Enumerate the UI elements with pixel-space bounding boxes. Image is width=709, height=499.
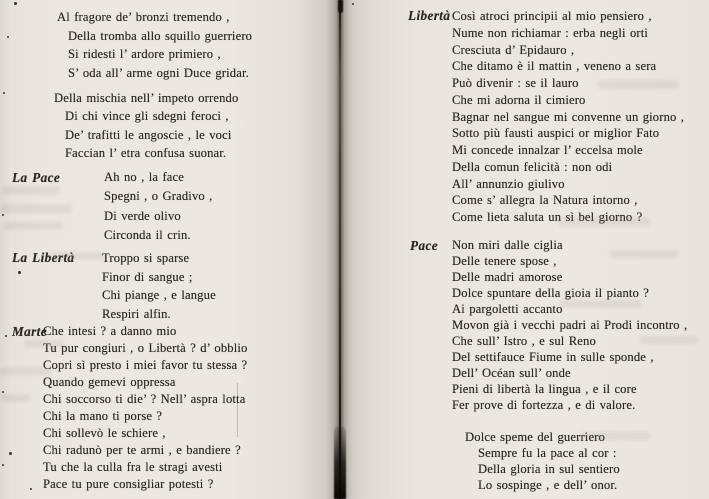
verse-line: Faccian l’ etra confusa suonar. (65, 145, 227, 160)
speech-pace (410, 238, 688, 413)
verse-line: Bagnar nel sangue mi convenne un giorno , (452, 109, 685, 124)
book-gutter-shadow (339, 0, 341, 499)
verse-line: Come lieta saluta un sì bel giorno ? (452, 210, 643, 224)
ink-bleedthrough-mark (24, 340, 64, 348)
verse-line: Della tromba allo squillo guerriero (68, 28, 253, 43)
stanza-chorus-2 (54, 89, 239, 162)
ink-bleedthrough-mark (598, 80, 678, 89)
verse-line: Di verde olivo (104, 208, 181, 223)
speech-liberta (408, 8, 685, 226)
speech-la-liberta (12, 249, 216, 323)
speaker-label-la-pace: La Pace (12, 170, 61, 185)
verse-line: Copri sì presto i miei favor tu stessa ? (43, 358, 248, 372)
verse-line: Ai pargoletti accanto (452, 301, 563, 316)
speaker-label-marte: Marte (12, 324, 47, 339)
verse-line: Cresciuta d’ Epidauro , (452, 42, 575, 57)
verse-line: Tu che la culla fra le stragi avesti (43, 460, 223, 474)
ink-bleedthrough-mark (3, 222, 63, 230)
verse-line: Come s’ allegra la Natura intorno , (452, 193, 638, 208)
scan-speck (14, 2, 17, 5)
verse-line: Della comun felicità : non odi (452, 159, 613, 174)
verse-line: Che intesi ? a danno mio (43, 324, 177, 338)
ink-bleedthrough-mark (558, 217, 650, 226)
ink-bleedthrough-mark (610, 250, 678, 258)
verse-line: Ah no , la face (104, 170, 185, 184)
ink-bleedthrough-mark (580, 432, 650, 440)
verse-line: Circonda il crin. (104, 228, 191, 243)
scan-speck (30, 488, 32, 490)
scan-speck (18, 271, 21, 274)
scan-speck (9, 452, 12, 455)
scan-speck (5, 335, 7, 337)
verse-line: Nume non richiamar : erba negli orti (452, 25, 649, 40)
scan-speck (2, 464, 4, 466)
verse-line: Chi piange , e langue (102, 288, 216, 302)
book-gutter-shadow-top (338, 0, 343, 13)
verse-line: Chi la mano ti porse ? (43, 409, 163, 423)
verse-line: Chi sollevò le schiere , (43, 426, 166, 440)
verse-line: Può divenir : se il lauro (452, 76, 579, 90)
verse-line: Pieni di libertà la lingua , e il core (452, 381, 637, 396)
verse-line: Dolce spuntare della gioia il pianto ? (452, 285, 650, 300)
speaker-label-pace: Pace (410, 238, 438, 253)
verse-line: Pace tu pure consigliar potesti ? (43, 477, 214, 491)
verse-line: Al fragore de’ bronzi tremendo , (57, 10, 230, 24)
verse-line: S’ oda all’ arme ogni Duce gridar. (68, 65, 249, 80)
ink-bleedthrough-mark (0, 204, 72, 213)
verse-line: Della mischia nell’ impeto orrendo (54, 91, 239, 105)
speaker-label-liberta: Libertà (408, 8, 451, 23)
verse-line: Sotto più fausti auspici or miglior Fato (452, 126, 660, 141)
verse-line: Delle tenere spose , (452, 253, 557, 268)
verse-line: Quando gemevi oppressa (43, 375, 176, 389)
verse-line: Finor di sangue ; (102, 269, 193, 284)
scan-speck (2, 214, 4, 216)
verse-line: Chi radunò per te armi , e bandiere ? (43, 443, 241, 457)
verse-line: Si ridesti l’ ardore primiero , (68, 47, 221, 62)
verse-line: Mi concede innalzar l’ eccelsa mole (452, 143, 643, 157)
verse-line: Dell’ Océan sull’ onde (452, 365, 571, 380)
book-gutter-shadow-bottom (334, 426, 346, 499)
verse-line: Movon già i vecchi padri ai Prodi incontro , (452, 317, 688, 332)
speech-marte (12, 323, 248, 493)
verse-line: Spegni , o Gradivo , (104, 189, 213, 204)
verse-line: Tu pur congiuri , o Libertà ? d’ obblio (43, 341, 248, 355)
verse-line: Fer prove di fortezza , e di valore. (452, 397, 636, 412)
verse-line: All’ annunzio giulivo (452, 176, 565, 191)
verse-line: Lo sospinge , e dell’ onor. (478, 478, 618, 492)
verse-line: Che ditamo è il mattin , veneno a sera (452, 59, 657, 74)
scan-speck (7, 36, 9, 38)
verse-line: Delle madri amorose (452, 269, 563, 284)
speech-la-pace (12, 168, 213, 246)
ink-bleedthrough-mark (50, 252, 105, 260)
verse-line: Della gloria in sul sentiero (478, 462, 620, 476)
ink-bleedthrough-mark (2, 186, 60, 195)
verse-line: Di chi vince gli sdegni feroci , (65, 109, 229, 124)
verse-line: Sempre fu la pace al cor : (478, 446, 617, 460)
scan-speck (3, 92, 5, 94)
ink-bleedthrough-mark (0, 367, 52, 375)
ink-bleedthrough-mark (560, 300, 642, 308)
scan-speck (352, 3, 354, 5)
verse-line: Respiri alfin. (102, 306, 171, 321)
verse-line: Che mi adorna il cimiero (452, 92, 586, 107)
speaker-label-la-liberta: La Libertà (12, 250, 75, 265)
stanza-chorus-1 (57, 8, 253, 82)
verse-line: Che sull’ Istro , e sul Reno (452, 333, 596, 348)
verse-line: Così atroci principii al mio pensiero , (452, 9, 652, 23)
verse-line: Chi soccorso ti die’ ? Nell’ aspra lotta (43, 392, 246, 406)
scan-speck (2, 391, 4, 393)
ink-bleedthrough-mark (640, 336, 698, 344)
ink-bleedthrough-mark (0, 394, 30, 402)
verse-line: Dolce speme del guerriero (465, 430, 605, 444)
verse-line: Del settifauce Fiume in sulle sponde , (452, 349, 654, 364)
verse-line: De’ trafitti le angoscie , le voci (65, 127, 232, 142)
verse-line: Troppo si sparse (102, 251, 190, 265)
verse-line: Non miri dalle ciglia (452, 238, 563, 252)
